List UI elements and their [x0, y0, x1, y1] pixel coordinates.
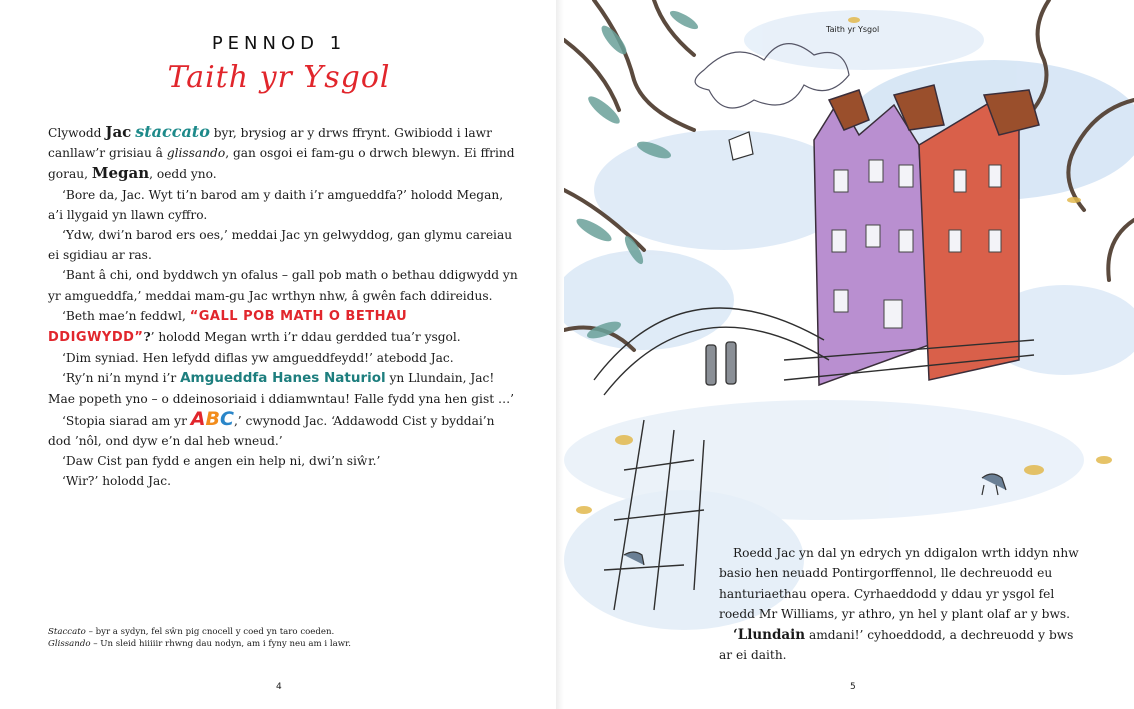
- children-figures: [706, 342, 736, 385]
- paragraph-5: [48, 306, 518, 348]
- paragraph-1: [48, 122, 518, 185]
- highlight-llundain: ‘Llundain: [733, 626, 806, 643]
- footnote-text: – Un sleid hiiiiir rhwng dau nodyn, am i fyny neu am i lawr.: [90, 639, 351, 649]
- paragraph-7: [48, 368, 518, 408]
- footnotes: [48, 626, 518, 650]
- paragraph-10: ‘Wir?’ holodd Jac.: [62, 474, 171, 489]
- text-run: ,’ cwynodd Jac. ‘Addawodd Cist y byddai’n dod ’nôl, ond dyw e’n dal heb wneud.’: [48, 413, 495, 449]
- highlight-abc: [191, 408, 234, 430]
- text-run: amdani!’ cyhoeddodd, a dechreuodd y bws ar ei daith.: [719, 627, 1074, 663]
- highlight-jac: Jac: [105, 123, 132, 141]
- text-run: ‘Beth mae’n feddwl,: [62, 308, 190, 323]
- highlight-megan: Megan: [91, 164, 150, 183]
- footnote-term: Staccato: [48, 627, 86, 637]
- footnote-staccato: [48, 626, 518, 638]
- paragraph-3: ‘Ydw, dwi’n barod ers oes,’ meddai Jac yn gelwyddog, gan glymu careiau ei sgidiau ar ras.: [48, 228, 513, 263]
- text-run: yn Llundain, Jac! Mae popeth yno – o ddeinosoriaid i ddiamwntau! Falle fydd yna hen gist …’: [48, 371, 515, 406]
- highlight-museum: Amgueddfa Hanes Naturiol: [180, 370, 386, 387]
- paragraph-2: ‘Bore da, Jac. Wyt ti’n barod am y daith i’r amgueddfa?’ holodd Megan, a’i llygaid yn llawn cyffro.: [48, 187, 504, 222]
- chapter-body: [48, 122, 518, 492]
- page-number-left: 4: [276, 682, 282, 692]
- paragraph-9: ‘Daw Cist pan fydd e angen ein help ni, dwi’n siŵr.’: [62, 454, 381, 469]
- highlight-glissando: glissando: [166, 146, 226, 161]
- page-number-right: 5: [850, 682, 856, 692]
- text-run: Clywodd: [48, 126, 106, 140]
- text-run: , gan osgoi ei fam-gu o drwch blewyn. Ei ffrind gorau,: [48, 146, 515, 182]
- text-run: ‘Ry’n ni’n mynd i’r: [62, 371, 181, 386]
- footnote-term: Glissando: [48, 639, 91, 649]
- right-paragraph-2: [719, 625, 1089, 666]
- paragraph-8: [48, 409, 518, 451]
- chapter-title: Taith yr Ysgol: [167, 60, 391, 95]
- paragraph-6: ‘Dim syniad. Hen lefydd diflas yw amgueddfeydd!’ atebodd Jac.: [62, 351, 454, 366]
- abc-letter-b: B: [205, 407, 220, 430]
- right-paragraph-1: Roedd Jac yn dal yn edrych yn ddigalon wrth iddyn nhw basio hen neuadd Pontirgorffennol, lle dechreuodd eu hanturiaethau opera. Cyrhaeddodd y ddau yr ysgol fel roedd Mr Williams, yr athro, yn hel y plant olaf ar y bws.: [719, 546, 1079, 622]
- right-page: [564, 0, 1134, 709]
- text-run: ’ holodd Megan wrth i’r ddau gerdded tua’r ysgol.: [150, 330, 461, 345]
- chapter-label: PENNOD 1: [211, 33, 347, 54]
- abc-letter-a: A: [190, 407, 206, 430]
- book-gutter: [556, 0, 564, 709]
- highlight-quote: “GALL POB MATH O BETHAU DDIGWYDD”: [48, 308, 408, 346]
- highlight-staccato: staccato: [135, 122, 210, 141]
- footnote-glissando: [48, 638, 518, 650]
- abc-letter-c: C: [219, 407, 234, 430]
- text-run: ‘Stopia siarad am yr: [62, 413, 191, 428]
- left-page: [0, 0, 558, 709]
- running-head: Taith yr Ysgol: [826, 25, 880, 34]
- paragraph-4: ‘Bant â chi, ond byddwch yn ofalus – gall pob math o bethau ddigwydd yn yr amgueddfa,’ meddai mam-gu Jac wrthyn nhw, â gwên fach ddireidus.: [48, 268, 518, 303]
- question-mark: ?: [143, 330, 151, 345]
- right-body: [719, 543, 1089, 665]
- footnote-text: – byr a sydyn, fel sŵn pig cnocell y coed yn taro coeden.: [85, 627, 335, 637]
- text-run: , oedd yno.: [149, 167, 217, 182]
- text-run: byr, brysiog ar y drws ffrynt. Gwibiodd i lawr canllaw’r grisiau â: [48, 126, 492, 161]
